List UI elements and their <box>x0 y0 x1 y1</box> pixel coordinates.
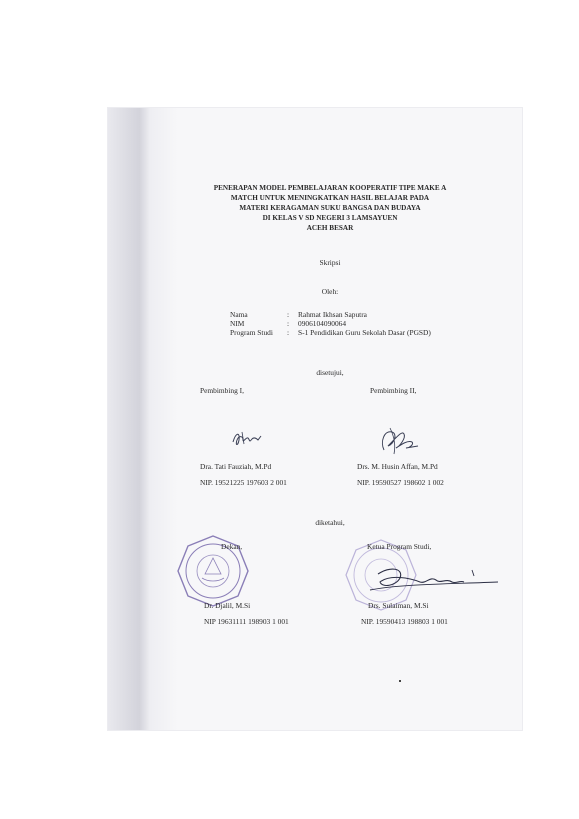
head-signature <box>360 560 502 598</box>
program-value: S-1 Pendidikan Guru Sekolah Dasar (PGSD) <box>298 328 431 337</box>
dean-name: Dr. Djalil, M.Si <box>204 601 251 610</box>
known-label: diketahui, <box>315 518 345 527</box>
by-label: Oleh: <box>321 287 339 296</box>
advisor2-role: Pembimbing II, <box>370 386 417 395</box>
doc-type: Skripsi <box>319 258 341 267</box>
title-line-2: MATCH UNTUK MENINGKATKAN HASIL BELAJAR PADA <box>230 194 430 202</box>
head-nip: NIP. 19590413 198803 1 001 <box>361 617 448 626</box>
colon: : <box>287 328 290 337</box>
head-name: Drs. Sulaiman, M.Si <box>368 601 429 610</box>
advisor1-name: Dra. Tati Fauziah, M.Pd <box>200 462 272 471</box>
title-line-5: ACEH BESAR <box>306 224 354 232</box>
advisor2-signature <box>376 424 422 456</box>
title-line-3: MATERI KERAGAMAN SUKU BANGSA DAN BUDAYA <box>239 204 421 212</box>
nim-value: 0906104090064 <box>298 319 347 328</box>
name-label: Nama <box>230 310 248 319</box>
advisor1-role: Pembimbing I, <box>200 386 244 395</box>
title-line-1: PENERAPAN MODEL PEMBELAJARAN KOOPERATIF TIPE MAKE A <box>213 184 447 192</box>
title-line-4: DI KELAS V SD NEGERI 3 LAMSAYUEN <box>262 214 398 222</box>
advisor1-nip: NIP. 19521225 197603 2 001 <box>200 478 287 487</box>
page-fold-shadow <box>108 108 178 730</box>
head-role: Ketua Program Studi, <box>367 542 432 551</box>
advisor1-signature <box>230 428 264 450</box>
program-label: Program Studi <box>230 328 273 337</box>
colon: : <box>287 310 290 319</box>
name-value: Rahmat Ikhsan Saputra <box>298 310 367 319</box>
advisor2-nip: NIP. 19590527 198602 1 002 <box>357 478 444 487</box>
advisor2-name: Drs. M. Husin Affan, M.Pd <box>357 462 438 471</box>
dean-role: Dekan, <box>221 542 243 551</box>
approved-label: disetujui, <box>316 368 344 377</box>
nim-label: NIM <box>230 319 245 328</box>
colon: : <box>287 319 290 328</box>
speck-mark <box>399 680 401 682</box>
dean-nip: NIP 19631111 198903 1 001 <box>204 617 289 626</box>
